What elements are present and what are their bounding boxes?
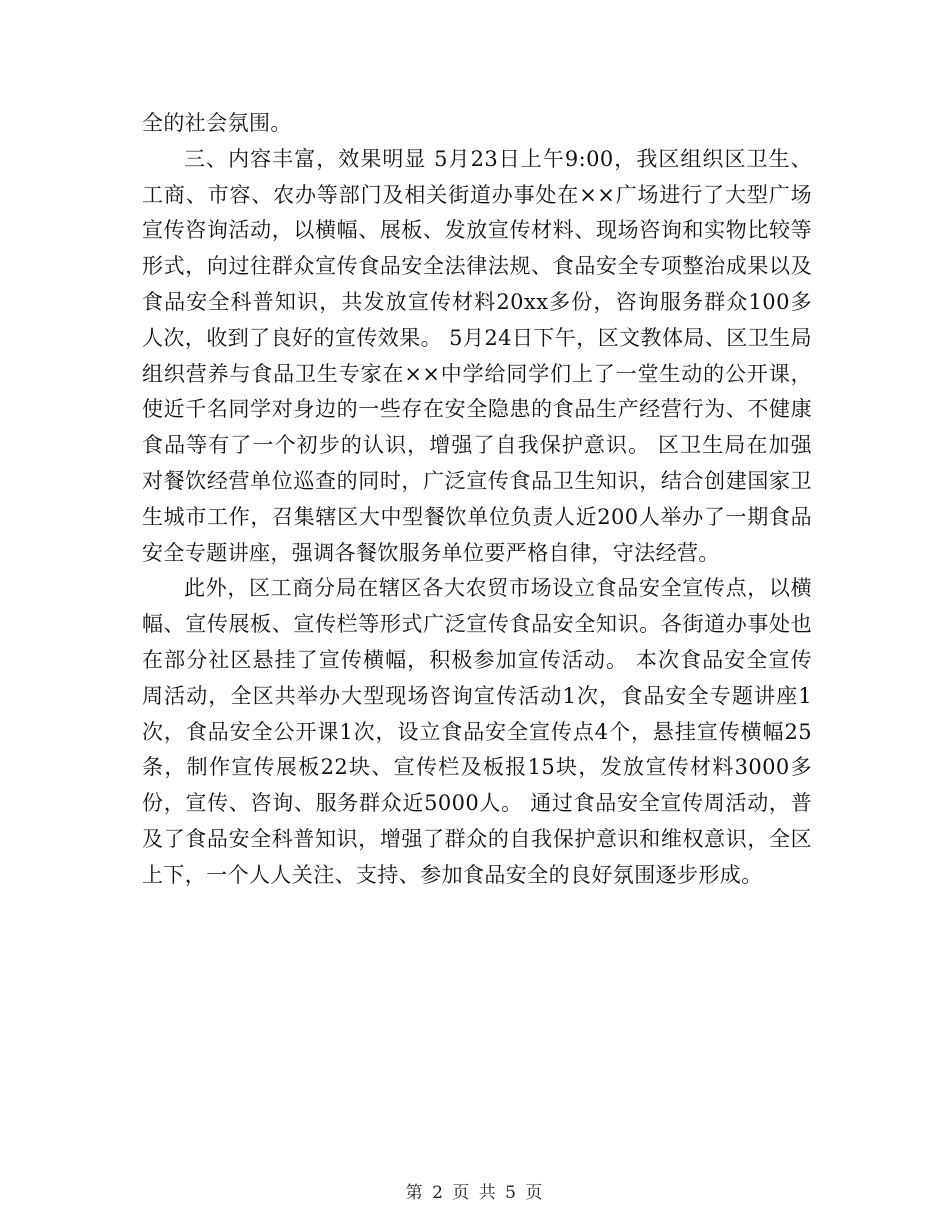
page-number-footer: 第 2 页 共 5 页 (405, 1183, 545, 1203)
document-body (142, 106, 812, 894)
paragraph-content-results: 三、内容丰富，效果明显 5月23日上午9:00，我区组织区卫生、工商、市容、农办等部门及相关街道办事处在××广场进行了大型广场宣传咨询活动，以横幅、展板、发放宣传材料、现场咨询和实物比较等形式，向过往群众宣传食品安全法律法规、食品安全专项整治成果以及食品安全科普知识，共发放宣传材料20xx多份，咨询服务群众100多人次，收到了良好的宣传效果。 5月24日下午，区文教体局、区卫生局组织营养与食品卫生专家在××中学给同学们上了一堂生动的公开课，使近千名同学对身边的一些存在安全隐患的食品生产经营行为、不健康食品等有了一个初步的认识，增强了自我保护意识。 区卫生局在加强对餐饮经营单位巡查的同时，广泛宣传食品卫生知识，结合创建国家卫生城市工作，召集辖区大中型餐饮单位负责人近200人举办了一期食品安全专题讲座，强调各餐饮服务单位要严格自律，守法经营。 (142, 146, 812, 565)
paragraph-continuation: 全的社会氛围。 (142, 111, 292, 135)
paragraph-additional-activities: 此外，区工商分局在辖区各大农贸市场设立食品安全宣传点，以横幅、宣传展板、宣传栏等形式广泛宣传食品安全知识。各街道办事处也在部分社区悬挂了宣传横幅，积极参加宣传活动。 本次食品安全宣传周活动，全区共举办大型现场咨询宣传活动1次，食品安全专题讲座1次，食品安全公开课1次，设立食品安全宣传点4个，悬挂宣传横幅25条，制作宣传展板22块、宣传栏及板报15块，发放宣传材料3000多份，宣传、咨询、服务群众近5000人。 通过食品安全宣传周活动，普及了食品安全科普知识，增强了群众的自我保护意识和维权意识，全区上下，一个人人关注、支持、参加食品安全的良好氛围逐步形成。 (142, 576, 812, 887)
